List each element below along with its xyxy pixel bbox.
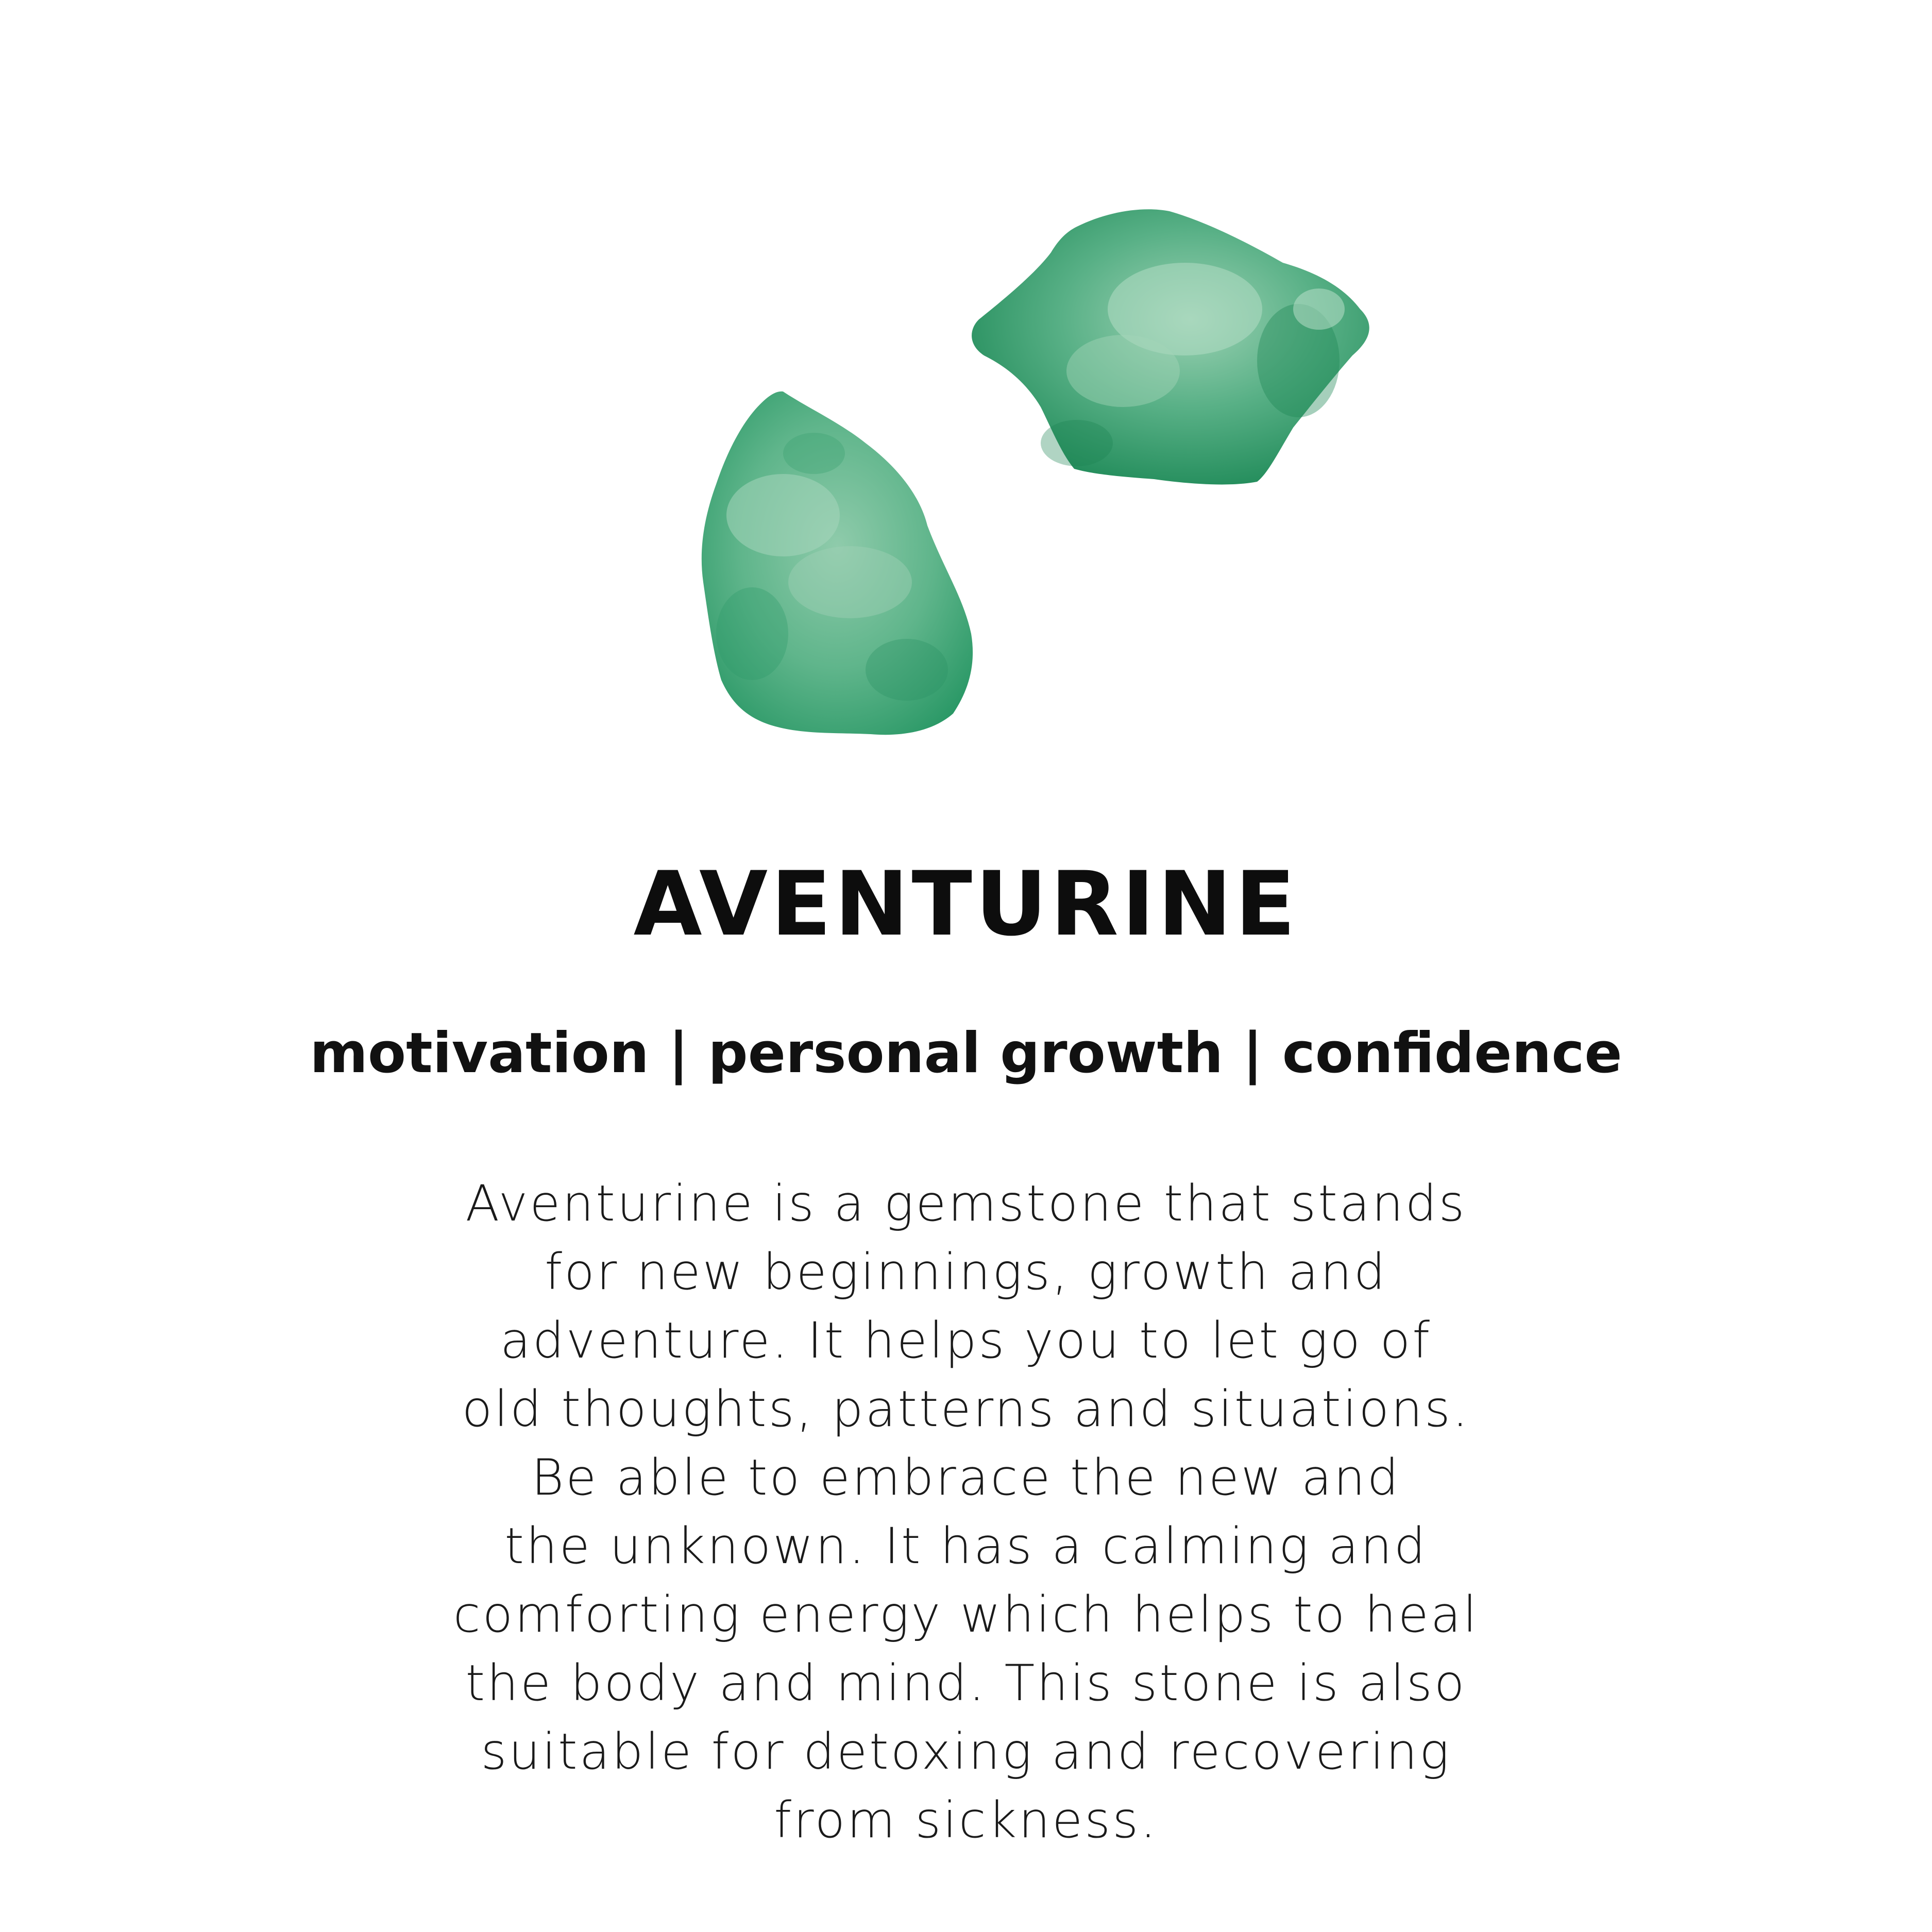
description-line: for new beginnings, growth and [545, 1243, 1387, 1301]
description-line: suitable for detoxing and recovering [481, 1723, 1451, 1781]
description-line: Be able to embrace the new and [531, 1449, 1401, 1506]
description-line: Aventurine is a gemstone that stands [465, 1175, 1467, 1232]
description-line: adventure. It helps you to let go of [500, 1312, 1432, 1369]
description-paragraph [0, 1170, 1932, 1855]
description-line: comforting energy which helps to heal [453, 1586, 1479, 1643]
keywords-line: motivation | personal growth | confidence [310, 1021, 1622, 1086]
aventurine-stones-icon [0, 0, 1932, 773]
description-line: from sickness. [774, 1791, 1158, 1849]
description-line: the body and mind. This stone is also [465, 1654, 1467, 1712]
description-line: the unknown. It has a calming and [504, 1517, 1428, 1575]
page-title: AVENTURINE [633, 852, 1299, 956]
description-line: old thoughts, patterns and situations. [462, 1380, 1470, 1438]
